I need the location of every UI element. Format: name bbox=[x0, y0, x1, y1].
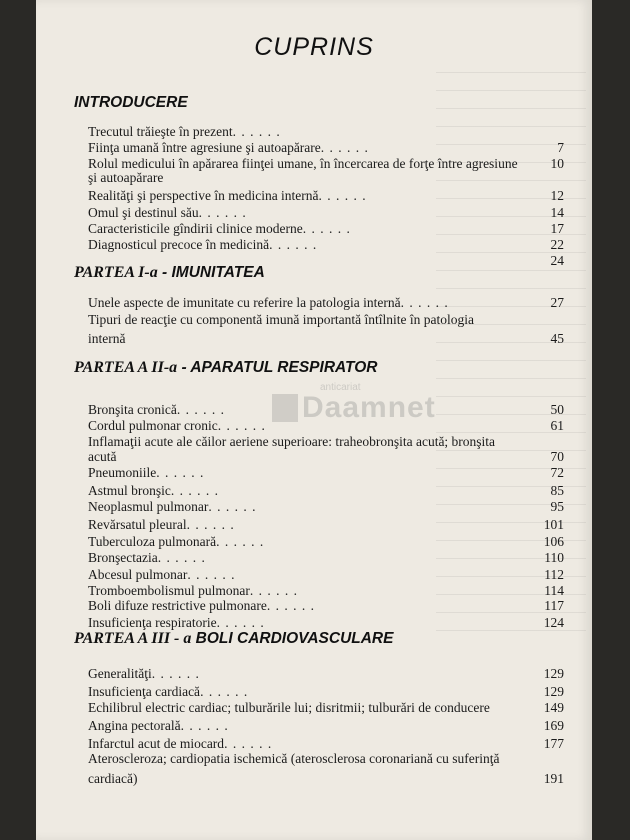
toc-entry bbox=[88, 464, 564, 481]
toc-entry-title: Tuberculoza pulmonară bbox=[88, 534, 217, 549]
toc-entry bbox=[88, 549, 564, 566]
section-partea-3-title: BOLI CARDIOVASCULARE bbox=[191, 630, 394, 647]
toc-entry-title: Caracteristicile gîndirii clinice moderne bbox=[88, 221, 303, 236]
toc-entry-page: 117 bbox=[544, 598, 564, 613]
toc-entry-page: 112 bbox=[544, 567, 564, 582]
toc-entry-title: Pneumoniile bbox=[88, 465, 157, 480]
toc-entry-title: Insuficienţa respiratorie bbox=[88, 615, 217, 630]
toc-entry bbox=[88, 252, 564, 269]
toc-entry-title: Bronşectazia bbox=[88, 550, 158, 565]
toc-entry-page: 149 bbox=[543, 700, 564, 715]
toc-entry-page: 14 bbox=[550, 205, 564, 220]
toc-entry-title: Unele aspecte de imunitate cu referire la patologia internă bbox=[88, 295, 401, 310]
toc-leader-dots: . . . . . . bbox=[170, 483, 219, 498]
toc-entry-title: şi autoapărare bbox=[88, 170, 164, 185]
toc-entry bbox=[88, 683, 564, 700]
section-partea-2-number: PARTEA A II-a bbox=[74, 359, 178, 376]
toc-entry-title: Inflamaţii acute ale căilor aeriene superioare: traheobronşita acută; bronşita bbox=[88, 434, 496, 449]
toc-entry-page: 70 bbox=[550, 449, 564, 464]
section-introducere bbox=[74, 94, 188, 112]
toc-entry bbox=[88, 417, 564, 434]
toc-leader-dots: . . . . . . bbox=[400, 295, 449, 310]
toc-entry bbox=[88, 169, 564, 186]
toc-leader-dots: . . . . . . bbox=[318, 188, 367, 203]
section-partea-1-number: PARTEA I-a bbox=[74, 264, 158, 281]
toc-entry-title: acută bbox=[88, 449, 117, 464]
toc-entry-page: 129 bbox=[543, 666, 564, 681]
toc-entry bbox=[88, 533, 564, 550]
toc-entry-title: Generalităţi bbox=[88, 666, 152, 681]
toc-entry-title: cardiacă) bbox=[88, 771, 138, 786]
toc-entry bbox=[88, 566, 564, 583]
toc-entry-page: 101 bbox=[543, 517, 564, 532]
toc-entry bbox=[88, 139, 564, 156]
section-partea-1-title: - IMUNITATEA bbox=[157, 264, 265, 281]
toc-entry-title: Echilibrul electric cardiac; tulburările lui; disritmii; tulburări de conducere bbox=[88, 700, 490, 715]
toc-entry-title: Diagnosticul precoce în medicină bbox=[88, 237, 270, 252]
toc-entry-page: 50 bbox=[550, 402, 564, 417]
section-partea-2-title: - APARATUL RESPIRATOR bbox=[177, 359, 378, 376]
section-partea-3 bbox=[74, 630, 393, 648]
toc-entry-page: 45 bbox=[550, 331, 564, 346]
toc-leader-dots: . . . . . . bbox=[232, 124, 281, 139]
toc-entry-title: Realităţi şi perspective în medicina internă bbox=[88, 188, 319, 203]
toc-entry-page: 191 bbox=[543, 771, 564, 786]
toc-entry bbox=[88, 311, 564, 328]
toc-entry bbox=[88, 750, 564, 767]
toc-entry-page: 7 bbox=[557, 140, 564, 155]
toc-leader-dots: . . . . . . bbox=[157, 550, 206, 565]
toc-entry bbox=[88, 482, 564, 499]
toc-entry bbox=[88, 448, 564, 465]
section-partea-3-number: PARTEA A III - a bbox=[74, 630, 192, 647]
book-page bbox=[36, 0, 592, 840]
toc-entry-page: 177 bbox=[543, 736, 564, 751]
toc-entry bbox=[88, 665, 564, 682]
toc-entry bbox=[88, 236, 564, 253]
toc-entry bbox=[88, 123, 564, 140]
toc-entry-title: Neoplasmul pulmonar bbox=[88, 499, 209, 514]
toc-entry-page: 22 bbox=[550, 237, 564, 252]
toc-entry-title: Revărsatul pleural bbox=[88, 517, 187, 532]
toc-entry-page: 106 bbox=[543, 534, 564, 549]
toc-leader-dots: . . . . . . bbox=[208, 499, 257, 514]
toc-leader-dots: . . . . . . bbox=[217, 418, 266, 433]
toc-entry bbox=[88, 516, 564, 533]
toc-leader-dots: . . . . . . bbox=[302, 221, 351, 236]
toc-entry bbox=[88, 187, 564, 204]
toc-entry-title: internă bbox=[88, 331, 126, 346]
toc-entry bbox=[88, 597, 564, 614]
toc-leader-dots: . . . . . . bbox=[156, 465, 205, 480]
toc-entry-page: 72 bbox=[550, 465, 564, 480]
toc-entry-title: Tipuri de reacţie cu componentă imună importantă întîlnite în patologia bbox=[88, 312, 475, 327]
toc-leader-dots: . . . . . . bbox=[216, 615, 265, 630]
toc-entry-title: Infarctul acut de miocard bbox=[88, 736, 225, 751]
toc-leader-dots: . . . . . . bbox=[200, 684, 249, 699]
toc-entry-page: 169 bbox=[543, 718, 564, 733]
toc-entry-title: Omul şi destinul său bbox=[88, 205, 199, 220]
toc-entry-page: 124 bbox=[543, 615, 564, 630]
toc-entry-page: 110 bbox=[544, 550, 564, 565]
toc-entry bbox=[88, 294, 564, 311]
toc-entry bbox=[88, 401, 564, 418]
toc-entry-page: 24 bbox=[550, 253, 564, 268]
toc-entry-page: 10 bbox=[550, 156, 564, 171]
toc-entry-page: 85 bbox=[550, 483, 564, 498]
watermark-small-text: anticariat bbox=[320, 382, 361, 393]
toc-leader-dots: . . . . . . bbox=[216, 534, 265, 549]
section-introducere-label: INTRODUCERE bbox=[74, 94, 188, 111]
toc-entry-title: Insuficienţa cardiacă bbox=[88, 684, 201, 699]
toc-entry-title: Trecutul trăieşte în prezent bbox=[88, 124, 233, 139]
page-title: CUPRINS bbox=[254, 33, 374, 61]
toc-entry-page: 95 bbox=[550, 499, 564, 514]
toc-entry-title: Cordul pulmonar cronic bbox=[88, 418, 218, 433]
toc-entry-title: Ateroscleroza; cardiopatia ischemică (aterosclerosa coronariană cu suferinţă bbox=[88, 751, 500, 766]
toc-entry-title: Angina pectorală bbox=[88, 718, 181, 733]
toc-entry-title: Boli difuze restrictive pulmonare bbox=[88, 598, 267, 613]
toc-entry bbox=[88, 770, 564, 787]
toc-entry bbox=[88, 717, 564, 734]
toc-entry-page: 129 bbox=[543, 684, 564, 699]
toc-entry-title: Rolul medicului în apărarea fiinţei umane, în încercarea de forţe între agresiune bbox=[88, 156, 518, 171]
toc-leader-dots: . . . . . . bbox=[224, 736, 273, 751]
toc-leader-dots: . . . . . . bbox=[249, 583, 299, 598]
toc-entry bbox=[88, 220, 564, 237]
toc-leader-dots: . . . . . . bbox=[269, 237, 318, 252]
toc-entry-title: Bronşita cronică bbox=[88, 402, 177, 417]
toc-leader-dots: . . . . . . bbox=[176, 402, 225, 417]
toc-entry-title: Fiinţa umană între agresiune şi autoapărare bbox=[88, 140, 321, 155]
watermark-text: Daamnet bbox=[302, 391, 436, 424]
toc-leader-dots: . . . . . . bbox=[151, 666, 200, 681]
toc-leader-dots: . . . . . . bbox=[320, 140, 369, 155]
toc-leader-dots: . . . . . . bbox=[198, 205, 247, 220]
section-partea-2 bbox=[74, 359, 378, 377]
toc-leader-dots: . . . . . . bbox=[180, 718, 229, 733]
toc-entry bbox=[88, 204, 564, 221]
toc-entry-page: 61 bbox=[550, 418, 564, 433]
toc-entry-title: Astmul bronşic bbox=[88, 483, 171, 498]
toc-entry-page: 114 bbox=[544, 583, 564, 598]
toc-leader-dots: . . . . . . bbox=[187, 567, 236, 582]
toc-entry-title: Tromboembolismul pulmonar bbox=[88, 583, 250, 598]
toc-entry bbox=[88, 614, 564, 631]
toc-entry-page: 12 bbox=[550, 188, 564, 203]
toc-entry bbox=[88, 330, 564, 347]
toc-entry bbox=[88, 498, 564, 515]
toc-entry-title: Abcesul pulmonar bbox=[88, 567, 188, 582]
toc-entry bbox=[88, 699, 564, 716]
toc-leader-dots: . . . . . . bbox=[186, 517, 235, 532]
toc-entry-page: 27 bbox=[550, 295, 564, 310]
toc-leader-dots: . . . . . . bbox=[266, 598, 315, 613]
toc-entry-page: 17 bbox=[550, 221, 564, 236]
